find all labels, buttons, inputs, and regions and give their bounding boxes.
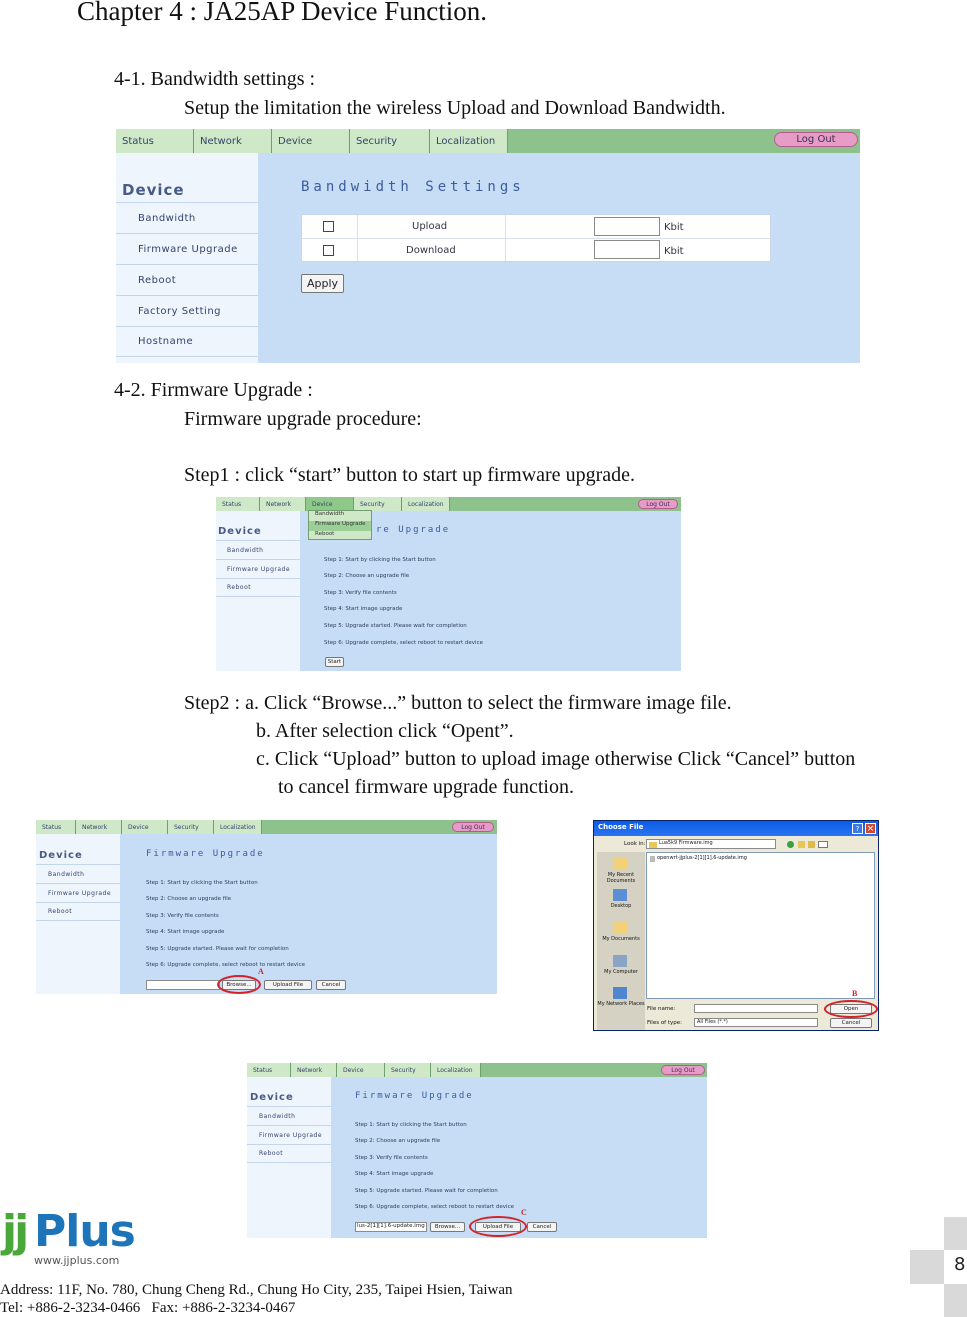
page-title: Bandwidth Settings (301, 179, 525, 195)
tab-security[interactable]: Security (354, 497, 402, 511)
back-icon[interactable] (787, 841, 794, 848)
look-in-value: Lua5k9 Firmware.img (659, 840, 713, 846)
logo-plus: Plus (34, 1206, 135, 1257)
sidebar-item-reboot[interactable]: Reboot (216, 578, 300, 597)
chapter-title: Chapter 4 : JA25AP Device Function. (77, 0, 487, 26)
close-icon[interactable]: × (866, 823, 875, 834)
step2b-text: b. After selection click “Opent”. (256, 720, 514, 742)
places-bar (597, 852, 645, 1030)
upload-label: Upload (412, 221, 448, 232)
firmware-step1-screenshot (216, 497, 681, 671)
corner-block (944, 1284, 967, 1317)
section-desc-bandwidth: Setup the limitation the wireless Upload and Download Bandwidth. (184, 97, 726, 119)
step-2: Step 2: Choose an upgrade file (355, 1138, 441, 1144)
file-list (646, 852, 875, 999)
sidebar-title: Device (122, 181, 185, 199)
upload-kbit-input[interactable] (594, 217, 660, 236)
dialog-titlebar (594, 821, 878, 836)
step-2: Step 2: Choose an upgrade file (324, 573, 410, 579)
network-places-icon (613, 987, 627, 999)
choose-file-dialog (593, 820, 879, 1031)
step-4: Step 4: Start image upgrade (146, 929, 225, 935)
step-3: Step 3: Verify file contents (355, 1155, 428, 1161)
dialog-cancel-button[interactable]: Cancel (830, 1018, 872, 1028)
step-5: Step 5: Upgrade started. Please wait for completion (355, 1188, 498, 1194)
step-6: Step 6: Upgrade complete, select reboot to restart device (146, 962, 305, 968)
logout-button[interactable]: Log Out (661, 1065, 705, 1075)
place-recent[interactable]: My Recent Documents (606, 872, 636, 884)
dropdown-item-firmware-upgrade[interactable]: Firmware Upgrade (309, 521, 371, 531)
help-icon[interactable]: ? (852, 823, 863, 834)
logout-button[interactable]: Log Out (774, 132, 858, 147)
sidebar-item-bandwidth[interactable]: Bandwidth (116, 202, 258, 233)
firmware-browse-screenshot (36, 820, 497, 994)
section-heading-firmware: 4-2. Firmware Upgrade : (114, 379, 313, 401)
corner-block (944, 1217, 967, 1250)
logo-jj: jj (2, 1206, 27, 1257)
step-4: Step 4: Start image upgrade (324, 606, 403, 612)
firmware-file-input[interactable] (355, 1222, 427, 1232)
sidebar (216, 511, 300, 671)
highlight-circle-b (824, 1000, 878, 1018)
sidebar-title: Device (250, 1092, 294, 1103)
tab-device[interactable]: Device (272, 129, 350, 153)
file-type-select[interactable] (694, 1018, 818, 1027)
tab-network[interactable]: Network (76, 820, 122, 834)
download-kbit-input[interactable] (594, 240, 660, 259)
marker-b: B (852, 989, 858, 998)
highlight-circle-c (469, 1216, 527, 1237)
page-title: re Upgrade (376, 525, 451, 535)
device-dropdown-menu (308, 510, 372, 540)
step-4: Step 4: Start image upgrade (355, 1171, 434, 1177)
look-in-select[interactable] (646, 839, 776, 849)
cancel-button[interactable]: Cancel (316, 980, 346, 990)
my-computer-icon (613, 955, 627, 967)
browse-button[interactable]: Browse... (430, 1222, 465, 1232)
section-desc-firmware: Firmware upgrade procedure: (184, 408, 422, 430)
sidebar-title: Device (218, 526, 262, 537)
sidebar-item-reboot[interactable]: Reboot (116, 264, 258, 295)
tab-device[interactable]: Device (337, 1063, 385, 1077)
sidebar-item-firmware-upgrade[interactable]: Firmware Upgrade (216, 559, 300, 578)
top-nav (216, 497, 681, 511)
top-nav (36, 820, 497, 834)
tab-security[interactable]: Security (385, 1063, 431, 1077)
sidebar-item-factory-setting[interactable]: Factory Setting (116, 295, 258, 326)
dropdown-item-reboot[interactable]: Reboot (315, 531, 335, 537)
up-folder-icon[interactable] (798, 841, 805, 848)
section-heading-bandwidth: 4-1. Bandwidth settings : (114, 68, 316, 90)
upload-file-button[interactable]: Upload File (475, 1222, 521, 1232)
logout-button[interactable]: Log Out (452, 822, 494, 832)
dropdown-item-bandwidth[interactable]: Bandwidth (315, 511, 345, 517)
step-5: Step 5: Upgrade started. Please wait for completion (324, 623, 467, 629)
tab-security[interactable]: Security (350, 129, 430, 153)
footer-address: Address: 11F, No. 780, Chung Cheng Rd., Chung Ho City, 235, Taipei Hsien, Taiwan (0, 1282, 513, 1298)
highlight-circle-a (217, 975, 261, 994)
step-1: Step 1: Start by clicking the Start button (146, 880, 258, 886)
corner-block (910, 1250, 944, 1284)
place-my-computer[interactable]: My Computer (604, 969, 638, 975)
file-name-input[interactable] (694, 1004, 818, 1013)
folder-icon (649, 842, 657, 848)
tab-network[interactable]: Network (194, 129, 272, 153)
step-5: Step 5: Upgrade started. Please wait for completion (146, 946, 289, 952)
step-2: Step 2: Choose an upgrade file (146, 896, 232, 902)
sidebar-item-firmware-upgrade[interactable]: Firmware Upgrade (116, 233, 258, 264)
apply-button[interactable]: Apply (301, 274, 344, 293)
sidebar (247, 1077, 331, 1238)
top-nav (116, 129, 860, 153)
place-my-documents[interactable]: My Documents (602, 936, 640, 942)
firmware-upload-screenshot (247, 1063, 707, 1238)
sidebar-item-reboot[interactable]: Reboot (36, 902, 120, 921)
browse-button[interactable]: Browse... (222, 980, 256, 990)
step-6: Step 6: Upgrade complete, select reboot to restart device (355, 1204, 514, 1210)
step1-text: Step1 : click “start” button to start up firmware upgrade. (184, 464, 635, 486)
download-label: Download (406, 245, 456, 256)
page-number: 8 (954, 1254, 966, 1275)
page-title: Firmware Upgrade (355, 1091, 474, 1101)
desktop-icon (613, 889, 627, 901)
my-documents-icon (613, 922, 627, 934)
start-button[interactable]: Start (325, 657, 344, 667)
logo-url: www.jjplus.com (34, 1254, 120, 1267)
upload-checkbox[interactable] (323, 221, 334, 232)
sidebar-title: Device (39, 850, 83, 861)
sidebar (116, 153, 258, 363)
view-menu-icon[interactable] (818, 841, 828, 848)
download-unit: Kbit (664, 246, 684, 257)
firmware-file-input[interactable] (146, 980, 220, 990)
file-item[interactable]: openwrt-jjplus-2[1][1].6-update.img (657, 855, 747, 861)
upload-unit: Kbit (664, 222, 684, 233)
tab-localization[interactable]: Localization (402, 497, 450, 511)
tab-security[interactable]: Security (168, 820, 214, 834)
tab-status[interactable]: Status (36, 820, 76, 834)
step2c-text-cont: to cancel firmware upgrade function. (278, 776, 574, 798)
marker-c: C (521, 1208, 527, 1217)
tab-network[interactable]: Network (291, 1063, 337, 1077)
file-icon (650, 856, 655, 862)
marker-a: A (258, 967, 264, 976)
sidebar-item-hostname[interactable]: Hostname (116, 326, 258, 357)
sidebar-item-firmware-upgrade[interactable]: Firmware Upgrade (36, 883, 120, 902)
bandwidth-settings-screenshot (116, 129, 860, 363)
footer-tel-fax: Tel: +886-2-3234-0466 Fax: +886-2-3234-0467 (0, 1300, 296, 1316)
look-in-label: Look in: (624, 841, 646, 847)
download-checkbox[interactable] (323, 245, 334, 256)
sidebar-item-reboot[interactable]: Reboot (247, 1144, 331, 1163)
recent-documents-icon (613, 858, 627, 870)
step2a-text: Step2 : a. Click “Browse...” button to select the firmware image file. (184, 692, 732, 714)
step-1: Step 1: Start by clicking the Start button (324, 557, 436, 563)
file-type-value: All Files (*.*) (697, 1019, 728, 1025)
new-folder-icon[interactable] (808, 841, 815, 848)
step-3: Step 3: Verify file contents (146, 913, 219, 919)
tab-status[interactable]: Status (216, 497, 260, 511)
step-1: Step 1: Start by clicking the Start button (355, 1122, 467, 1128)
tab-status[interactable]: Status (247, 1063, 291, 1077)
tab-device[interactable]: Device (306, 497, 354, 511)
step-6: Step 6: Upgrade complete, select reboot to restart device (324, 640, 483, 646)
file-name-label: File name: (647, 1006, 676, 1012)
top-nav (247, 1063, 707, 1077)
tab-localization[interactable]: Localization (431, 1063, 481, 1077)
tab-localization[interactable]: Localization (430, 129, 508, 153)
tab-network[interactable]: Network (260, 497, 306, 511)
place-desktop[interactable]: Desktop (610, 903, 632, 909)
dialog-title: Choose File (598, 823, 644, 831)
file-path-value: lus-2[1][1].6-update.img (357, 1223, 425, 1229)
file-type-label: Files of type: (647, 1020, 683, 1026)
upload-file-button[interactable]: Upload File (264, 980, 312, 990)
step2c-text: c. Click “Upload” button to upload image otherwise Click “Cancel” button (256, 748, 856, 770)
cancel-button[interactable]: Cancel (527, 1222, 557, 1232)
open-button[interactable]: Open (830, 1004, 872, 1014)
tab-localization[interactable]: Localization (214, 820, 262, 834)
sidebar-item-bandwidth[interactable]: Bandwidth (36, 864, 120, 883)
page-title: Firmware Upgrade (146, 849, 265, 859)
tab-device[interactable]: Device (122, 820, 168, 834)
step-3: Step 3: Verify file contents (324, 590, 397, 596)
company-logo (2, 1204, 142, 1274)
sidebar-item-bandwidth[interactable]: Bandwidth (247, 1106, 331, 1125)
place-network[interactable]: My Network Places (597, 1001, 645, 1007)
sidebar-item-bandwidth[interactable]: Bandwidth (216, 540, 300, 559)
logout-button[interactable]: Log Out (638, 499, 678, 509)
sidebar (36, 834, 120, 994)
tab-status[interactable]: Status (116, 129, 194, 153)
bandwidth-table (301, 214, 771, 262)
sidebar-item-firmware-upgrade[interactable]: Firmware Upgrade (247, 1125, 331, 1144)
